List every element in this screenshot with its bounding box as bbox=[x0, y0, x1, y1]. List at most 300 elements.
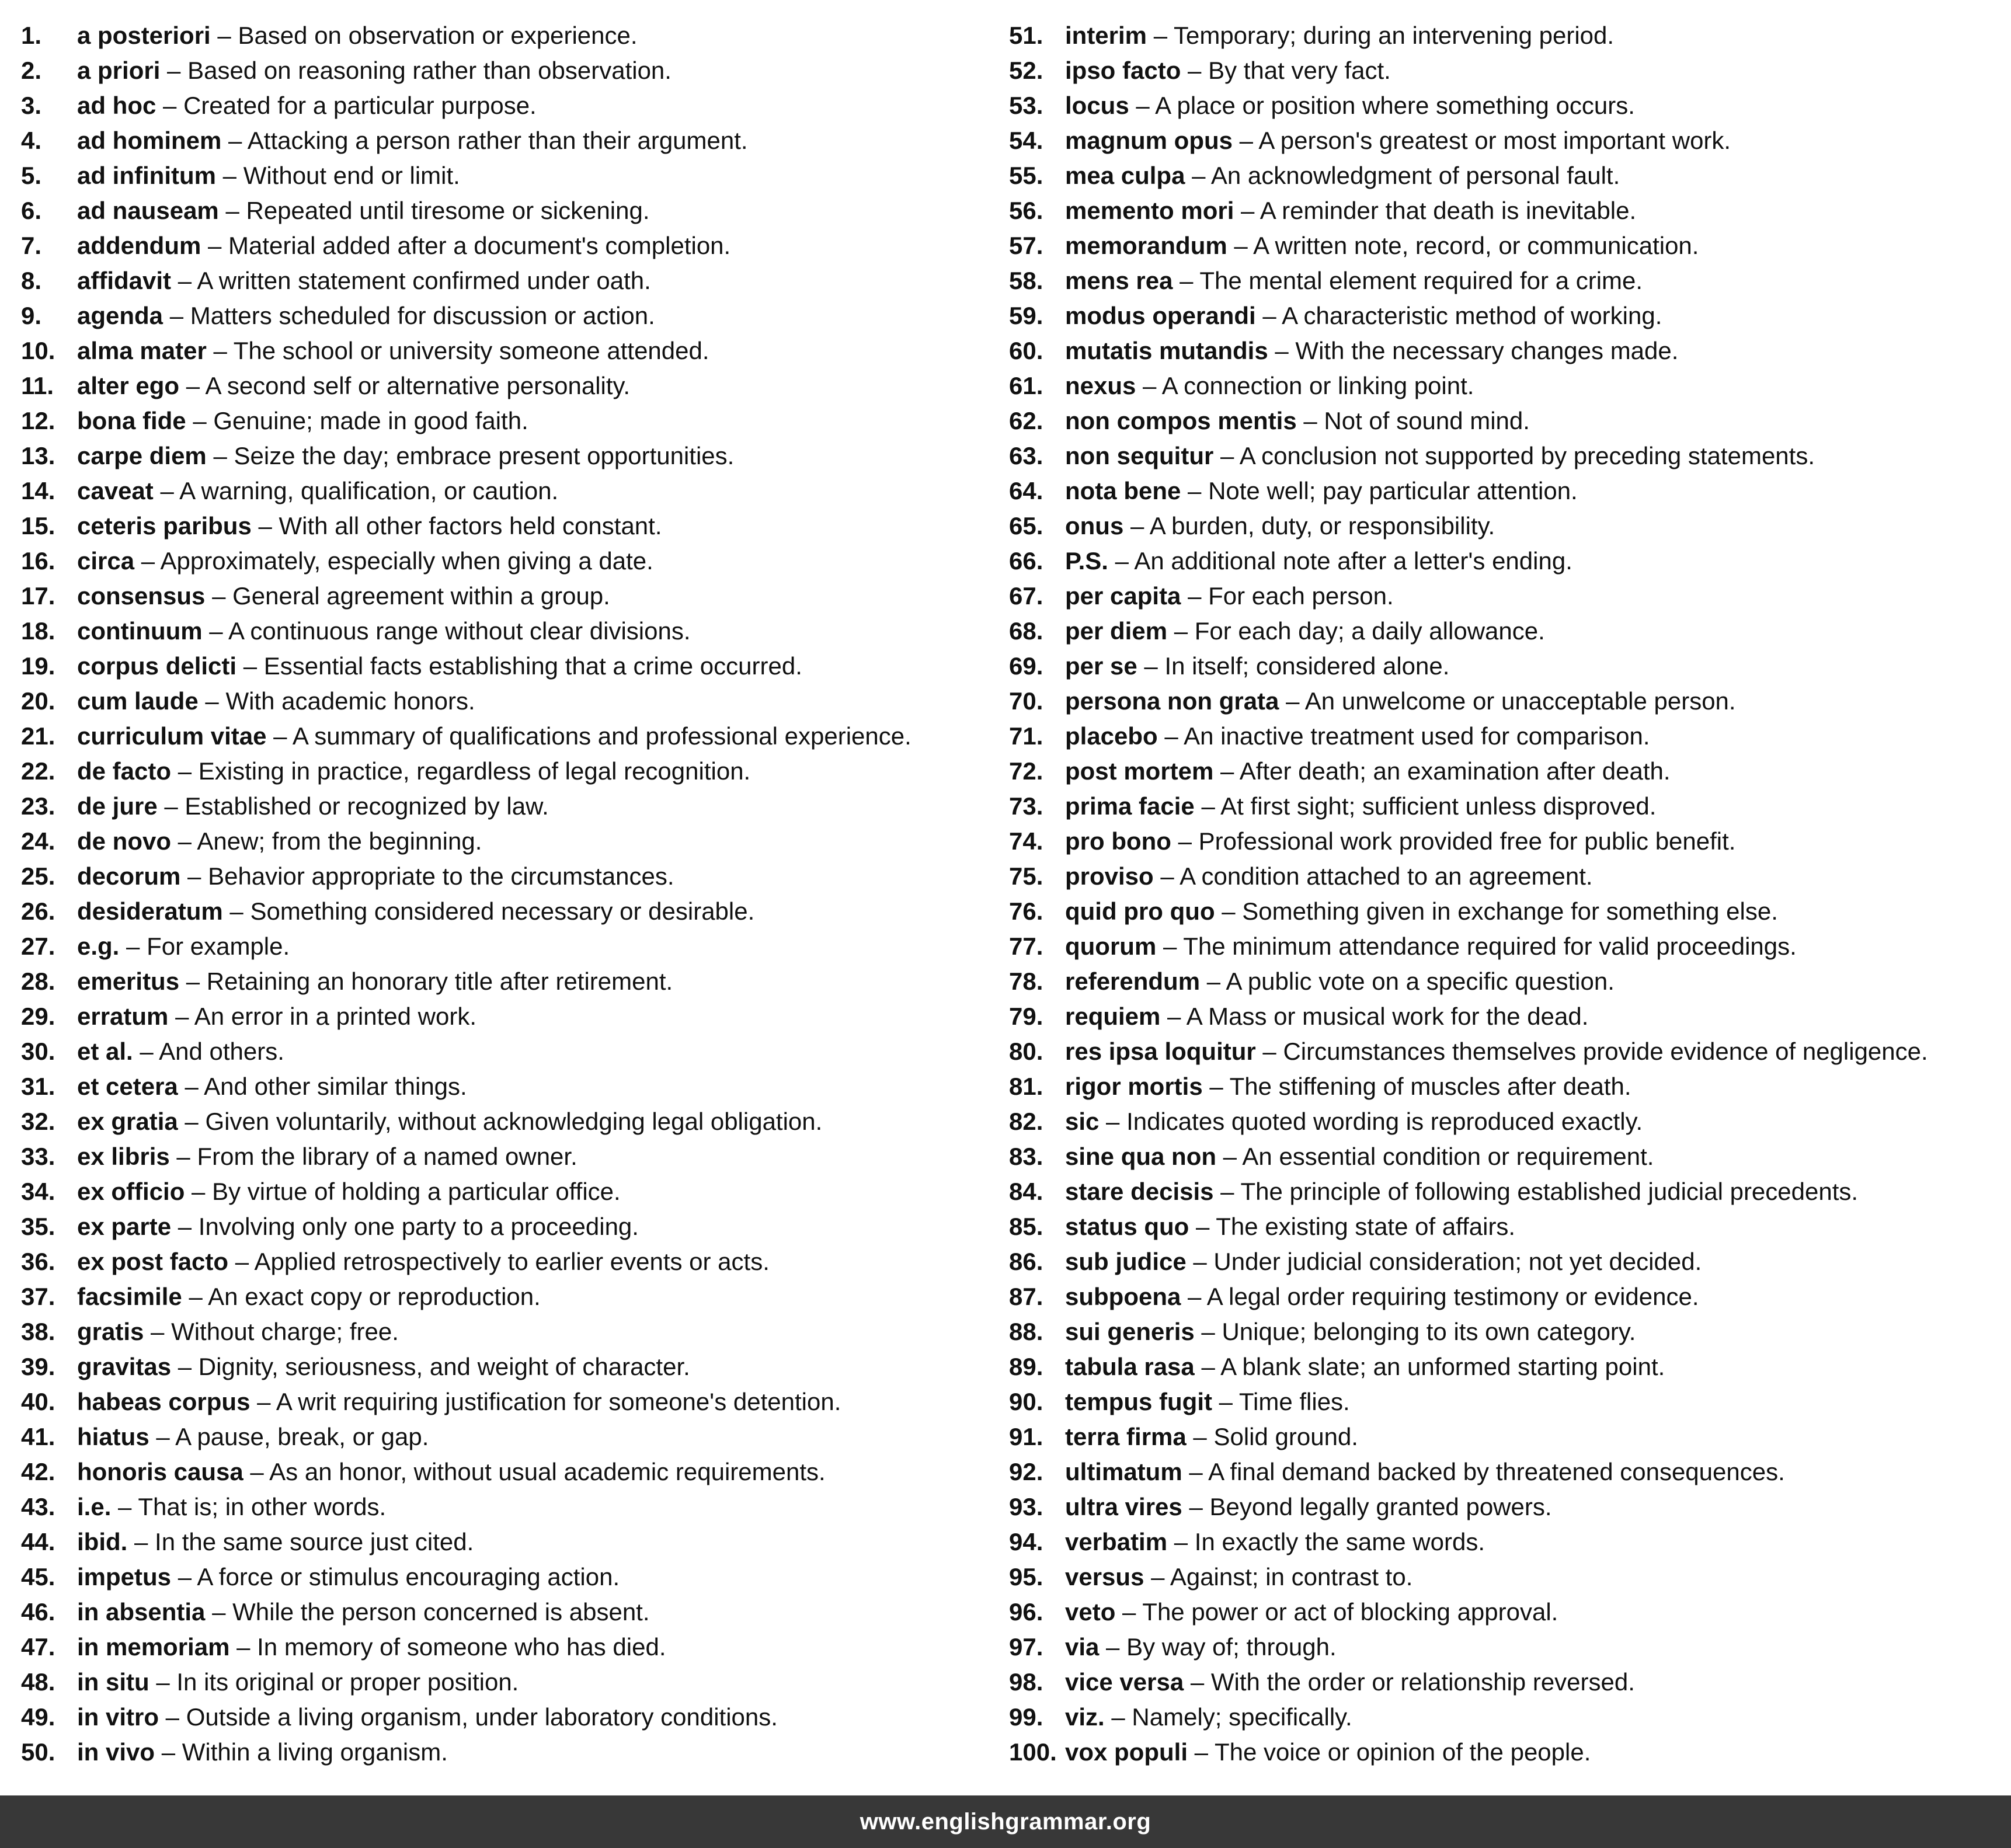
list-item bbox=[1009, 1735, 2002, 1770]
list-item bbox=[1009, 649, 2002, 684]
item-term: vice versa bbox=[1065, 1668, 1184, 1696]
item-definition: While the person concerned is absent. bbox=[232, 1598, 650, 1626]
item-separator: – bbox=[1172, 267, 1200, 294]
item-separator: – bbox=[1144, 1563, 1170, 1591]
item-term: gratis bbox=[77, 1318, 144, 1345]
list-item bbox=[1009, 999, 2002, 1034]
item-number: 48. bbox=[21, 1668, 55, 1696]
item-separator: – bbox=[1194, 792, 1221, 820]
item-definition: Based on observation or experience. bbox=[238, 22, 638, 49]
list-item bbox=[21, 719, 1002, 754]
item-number: 58. bbox=[1009, 267, 1043, 294]
item-definition: At first sight; sufficient unless disproved. bbox=[1220, 792, 1657, 820]
item-definition: Dignity, seriousness, and weight of character. bbox=[198, 1353, 690, 1380]
item-definition: By virtue of holding a particular office. bbox=[212, 1178, 621, 1205]
item-separator: – bbox=[171, 267, 197, 294]
item-separator: – bbox=[133, 1038, 159, 1065]
item-definition: A second self or alternative personality. bbox=[205, 372, 631, 399]
item-number: 40. bbox=[21, 1388, 55, 1415]
item-term: sui generis bbox=[1065, 1318, 1195, 1345]
item-definition: A writ requiring justification for someone's detention. bbox=[276, 1388, 841, 1415]
item-number: 23. bbox=[21, 792, 55, 820]
list-item bbox=[21, 1244, 1002, 1279]
list-item bbox=[1009, 1349, 2002, 1384]
item-term: ultimatum bbox=[1065, 1458, 1182, 1485]
item-separator: – bbox=[201, 232, 229, 259]
item-number: 2. bbox=[21, 57, 42, 84]
item-number: 24. bbox=[21, 827, 55, 855]
list-item bbox=[21, 1384, 1002, 1419]
item-definition: A legal order requiring testimony or evidence. bbox=[1206, 1283, 1699, 1310]
item-separator: – bbox=[206, 442, 234, 469]
item-separator: – bbox=[171, 757, 199, 785]
item-number: 73. bbox=[1009, 792, 1043, 820]
item-term: per se bbox=[1065, 652, 1137, 680]
item-definition: A warning, qualification, or caution. bbox=[179, 477, 559, 504]
item-definition: That is; in other words. bbox=[138, 1493, 387, 1520]
item-term: e.g. bbox=[77, 932, 120, 960]
item-number: 18. bbox=[21, 617, 55, 645]
item-term: gravitas bbox=[77, 1353, 172, 1380]
list-item bbox=[1009, 298, 2002, 333]
list-item bbox=[1009, 929, 2002, 964]
item-term: impetus bbox=[77, 1563, 172, 1591]
item-definition: Involving only one party to a proceeding. bbox=[198, 1213, 639, 1240]
phrase-list-column-left bbox=[21, 18, 1002, 1770]
item-term: ceteris paribus bbox=[77, 512, 252, 540]
item-definition: By that very fact. bbox=[1208, 57, 1391, 84]
item-term: persona non grata bbox=[1065, 687, 1279, 715]
item-definition: An exact copy or reproduction. bbox=[208, 1283, 541, 1310]
item-definition: Solid ground. bbox=[1213, 1423, 1358, 1450]
item-term: sine qua non bbox=[1065, 1143, 1217, 1170]
item-definition: Time flies. bbox=[1238, 1388, 1350, 1415]
item-number: 45. bbox=[21, 1563, 55, 1591]
item-separator: – bbox=[1156, 932, 1184, 960]
list-item bbox=[1009, 123, 2002, 158]
item-term: vox populi bbox=[1065, 1738, 1188, 1766]
item-number: 83. bbox=[1009, 1143, 1043, 1170]
item-term: ex libris bbox=[77, 1143, 170, 1170]
item-separator: – bbox=[1296, 407, 1324, 434]
item-number: 5. bbox=[21, 162, 42, 189]
item-definition: Seize the day; embrace present opportunities. bbox=[234, 442, 735, 469]
item-term: ibid. bbox=[77, 1528, 128, 1555]
list-item bbox=[21, 1665, 1002, 1700]
item-definition: For each day; a daily allowance. bbox=[1194, 617, 1545, 645]
item-term: mutatis mutandis bbox=[1065, 337, 1268, 364]
list-item bbox=[1009, 1560, 2002, 1595]
item-definition: A reminder that death is inevitable. bbox=[1260, 197, 1637, 224]
item-number: 91. bbox=[1009, 1423, 1043, 1450]
item-term: agenda bbox=[77, 302, 163, 329]
item-number: 57. bbox=[1009, 232, 1043, 259]
item-term: alter ego bbox=[77, 372, 180, 399]
item-term: et cetera bbox=[77, 1073, 178, 1100]
list-item bbox=[1009, 403, 2002, 438]
item-number: 16. bbox=[21, 547, 55, 575]
list-item bbox=[21, 438, 1002, 474]
item-separator: – bbox=[1227, 232, 1254, 259]
item-definition: An inactive treatment used for comparison. bbox=[1184, 722, 1650, 750]
item-term: verbatim bbox=[1065, 1528, 1168, 1555]
list-item bbox=[21, 964, 1002, 999]
list-item bbox=[21, 999, 1002, 1034]
item-definition: In the same source just cited. bbox=[155, 1528, 474, 1555]
item-number: 67. bbox=[1009, 582, 1043, 610]
item-separator: – bbox=[1268, 337, 1296, 364]
list-item bbox=[1009, 1489, 2002, 1525]
item-separator: – bbox=[202, 617, 229, 645]
item-separator: – bbox=[1213, 442, 1240, 469]
item-separator: – bbox=[205, 582, 233, 610]
item-definition: As an honor, without usual academic requirements. bbox=[269, 1458, 826, 1485]
item-definition: Something given in exchange for something else. bbox=[1242, 897, 1778, 925]
list-item bbox=[1009, 894, 2002, 929]
item-number: 98. bbox=[1009, 1668, 1043, 1696]
item-definition: A conclusion not supported by preceding statements. bbox=[1239, 442, 1815, 469]
item-number: 60. bbox=[1009, 337, 1043, 364]
phrase-list-column-right bbox=[1009, 18, 2002, 1770]
item-definition: A burden, duty, or responsibility. bbox=[1149, 512, 1495, 540]
item-definition: And others. bbox=[159, 1038, 284, 1065]
item-number: 44. bbox=[21, 1528, 55, 1555]
item-separator: – bbox=[144, 1318, 172, 1345]
item-term: continuum bbox=[77, 617, 203, 645]
item-definition: The principle of following established judicial precedents. bbox=[1240, 1178, 1859, 1205]
list-item bbox=[1009, 88, 2002, 123]
item-number: 30. bbox=[21, 1038, 55, 1065]
item-number: 75. bbox=[1009, 862, 1043, 890]
item-number: 100. bbox=[1009, 1738, 1057, 1766]
item-definition: Without charge; free. bbox=[171, 1318, 399, 1345]
item-definition: In itself; considered alone. bbox=[1164, 652, 1450, 680]
item-term: onus bbox=[1065, 512, 1124, 540]
item-term: requiem bbox=[1065, 1003, 1161, 1030]
item-definition: Based on reasoning rather than observation. bbox=[187, 57, 672, 84]
item-term: hiatus bbox=[77, 1423, 149, 1450]
item-separator: – bbox=[218, 197, 246, 224]
list-item bbox=[21, 1139, 1002, 1174]
item-definition: A continuous range without clear divisions. bbox=[228, 617, 691, 645]
item-number: 61. bbox=[1009, 372, 1043, 399]
item-separator: – bbox=[1213, 757, 1240, 785]
item-number: 19. bbox=[21, 652, 55, 680]
item-separator: – bbox=[1099, 1108, 1127, 1135]
item-number: 87. bbox=[1009, 1283, 1043, 1310]
item-definition: A final demand backed by threatened consequences. bbox=[1208, 1458, 1785, 1485]
item-term: carpe diem bbox=[77, 442, 207, 469]
item-separator: – bbox=[1181, 1283, 1207, 1310]
item-definition: With the order or relationship reversed. bbox=[1210, 1668, 1635, 1696]
item-definition: In its original or proper position. bbox=[176, 1668, 519, 1696]
item-number: 71. bbox=[1009, 722, 1043, 750]
list-item bbox=[21, 509, 1002, 544]
item-separator: – bbox=[1123, 512, 1150, 540]
item-definition: For example. bbox=[147, 932, 290, 960]
list-item bbox=[1009, 474, 2002, 509]
item-definition: Applied retrospectively to earlier events or acts. bbox=[254, 1248, 770, 1275]
list-item bbox=[1009, 368, 2002, 403]
list-item bbox=[1009, 1595, 2002, 1630]
item-term: caveat bbox=[77, 477, 154, 504]
item-number: 85. bbox=[1009, 1213, 1043, 1240]
list-item bbox=[1009, 1174, 2002, 1209]
item-separator: – bbox=[1153, 862, 1180, 890]
item-term: non sequitur bbox=[1065, 442, 1214, 469]
list-item bbox=[1009, 579, 2002, 614]
item-separator: – bbox=[1202, 1073, 1230, 1100]
item-number: 47. bbox=[21, 1633, 55, 1661]
item-separator: – bbox=[186, 407, 214, 434]
item-term: nexus bbox=[1065, 372, 1136, 399]
item-term: in memoriam bbox=[77, 1633, 230, 1661]
list-item bbox=[1009, 614, 2002, 649]
list-item bbox=[21, 894, 1002, 929]
list-item bbox=[21, 368, 1002, 403]
list-item bbox=[21, 579, 1002, 614]
list-item bbox=[1009, 1665, 2002, 1700]
item-definition: A condition attached to an agreement. bbox=[1180, 862, 1593, 890]
list-item bbox=[1009, 228, 2002, 263]
list-item bbox=[21, 1314, 1002, 1349]
list-item bbox=[21, 929, 1002, 964]
item-number: 79. bbox=[1009, 1003, 1043, 1030]
item-term: prima facie bbox=[1065, 792, 1195, 820]
item-separator: – bbox=[1115, 1598, 1143, 1626]
item-definition: An additional note after a letter's ending. bbox=[1134, 547, 1572, 575]
item-term: et al. bbox=[77, 1038, 133, 1065]
item-separator: – bbox=[221, 127, 248, 154]
item-separator: – bbox=[180, 862, 208, 890]
item-separator: – bbox=[205, 1598, 233, 1626]
item-number: 42. bbox=[21, 1458, 55, 1485]
item-term: locus bbox=[1065, 92, 1129, 119]
item-separator: – bbox=[1216, 1143, 1243, 1170]
item-term: ex gratia bbox=[77, 1108, 178, 1135]
item-number: 21. bbox=[21, 722, 55, 750]
item-separator: – bbox=[1099, 1633, 1127, 1661]
item-separator: – bbox=[1279, 687, 1305, 715]
item-separator: – bbox=[1234, 197, 1260, 224]
item-definition: Note well; pay particular attention. bbox=[1208, 477, 1578, 504]
item-number: 43. bbox=[21, 1493, 55, 1520]
item-term: a priori bbox=[77, 57, 161, 84]
item-number: 54. bbox=[1009, 127, 1043, 154]
item-definition: An essential condition or requirement. bbox=[1242, 1143, 1654, 1170]
item-term: subpoena bbox=[1065, 1283, 1181, 1310]
list-item bbox=[1009, 1454, 2002, 1489]
item-separator: – bbox=[1185, 162, 1211, 189]
list-item bbox=[1009, 193, 2002, 228]
item-number: 84. bbox=[1009, 1178, 1043, 1205]
list-item bbox=[21, 684, 1002, 719]
item-separator: – bbox=[1233, 127, 1259, 154]
item-number: 76. bbox=[1009, 897, 1043, 925]
item-number: 74. bbox=[1009, 827, 1043, 855]
item-separator: – bbox=[251, 512, 279, 540]
item-number: 37. bbox=[21, 1283, 55, 1310]
list-item bbox=[1009, 1244, 2002, 1279]
item-definition: The school or university someone attended. bbox=[233, 337, 709, 364]
item-definition: Matters scheduled for discussion or action. bbox=[190, 302, 655, 329]
footer-url[interactable]: www.englishgrammar.org bbox=[860, 1808, 1151, 1835]
list-item bbox=[21, 859, 1002, 894]
item-number: 82. bbox=[1009, 1108, 1043, 1135]
footer-bar bbox=[0, 1795, 2011, 1848]
item-separator: – bbox=[127, 1528, 155, 1555]
item-definition: From the library of a named owner. bbox=[197, 1143, 577, 1170]
item-definition: A blank slate; an unformed starting point. bbox=[1220, 1353, 1665, 1380]
item-definition: A Mass or musical work for the dead. bbox=[1186, 1003, 1589, 1030]
item-number: 6. bbox=[21, 197, 42, 224]
item-term: memorandum bbox=[1065, 232, 1227, 259]
item-number: 66. bbox=[1009, 547, 1043, 575]
item-separator: – bbox=[149, 1668, 177, 1696]
list-item bbox=[1009, 684, 2002, 719]
item-number: 52. bbox=[1009, 57, 1043, 84]
list-item bbox=[1009, 1700, 2002, 1735]
item-number: 22. bbox=[21, 757, 55, 785]
item-number: 7. bbox=[21, 232, 42, 259]
item-separator: – bbox=[1181, 477, 1209, 504]
item-term: status quo bbox=[1065, 1213, 1189, 1240]
item-number: 80. bbox=[1009, 1038, 1043, 1065]
item-separator: – bbox=[243, 1458, 270, 1485]
item-number: 3. bbox=[21, 92, 42, 119]
item-term: quid pro quo bbox=[1065, 897, 1215, 925]
item-term: ex parte bbox=[77, 1213, 172, 1240]
item-number: 81. bbox=[1009, 1073, 1043, 1100]
item-separator: – bbox=[1213, 1178, 1241, 1205]
item-separator: – bbox=[1167, 1528, 1195, 1555]
item-definition: Behavior appropriate to the circumstances. bbox=[208, 862, 674, 890]
item-number: 34. bbox=[21, 1178, 55, 1205]
list-item bbox=[1009, 158, 2002, 193]
list-item bbox=[21, 158, 1002, 193]
item-separator: – bbox=[1171, 827, 1199, 855]
item-number: 31. bbox=[21, 1073, 55, 1100]
item-term: per diem bbox=[1065, 617, 1168, 645]
item-term: modus operandi bbox=[1065, 302, 1256, 329]
item-term: placebo bbox=[1065, 722, 1158, 750]
item-definition: Beyond legally granted powers. bbox=[1209, 1493, 1552, 1520]
item-term: circa bbox=[77, 547, 135, 575]
item-term: corpus delicti bbox=[77, 652, 237, 680]
item-definition: Anew; from the beginning. bbox=[197, 827, 482, 855]
item-number: 46. bbox=[21, 1598, 55, 1626]
list-item bbox=[21, 53, 1002, 88]
item-separator: – bbox=[1181, 57, 1209, 84]
item-term: res ipsa loquitur bbox=[1065, 1038, 1256, 1065]
item-separator: – bbox=[266, 722, 293, 750]
item-number: 13. bbox=[21, 442, 55, 469]
item-term: P.S. bbox=[1065, 547, 1108, 575]
item-number: 1. bbox=[21, 22, 42, 49]
item-definition: The stiffening of muscles after death. bbox=[1229, 1073, 1631, 1100]
list-item bbox=[21, 193, 1002, 228]
item-separator: – bbox=[1137, 652, 1165, 680]
item-term: versus bbox=[1065, 1563, 1144, 1591]
item-term: pro bono bbox=[1065, 827, 1171, 855]
item-term: in vitro bbox=[77, 1703, 159, 1731]
item-definition: A public vote on a specific question. bbox=[1226, 967, 1615, 995]
item-term: magnum opus bbox=[1065, 127, 1233, 154]
item-definition: By way of; through. bbox=[1126, 1633, 1337, 1661]
list-item bbox=[21, 1174, 1002, 1209]
item-term: ad hominem bbox=[77, 127, 222, 154]
list-item bbox=[21, 649, 1002, 684]
item-number: 99. bbox=[1009, 1703, 1043, 1731]
item-definition: The minimum attendance required for valid proceedings. bbox=[1183, 932, 1797, 960]
list-item bbox=[1009, 964, 2002, 999]
item-definition: A place or position where something occurs. bbox=[1155, 92, 1635, 119]
item-number: 78. bbox=[1009, 967, 1043, 995]
item-definition: The mental element required for a crime. bbox=[1199, 267, 1643, 294]
item-separator: – bbox=[1255, 302, 1282, 329]
item-term: memento mori bbox=[1065, 197, 1234, 224]
item-term: in absentia bbox=[77, 1598, 206, 1626]
item-term: cum laude bbox=[77, 687, 199, 715]
item-term: non compos mentis bbox=[1065, 407, 1297, 434]
item-number: 69. bbox=[1009, 652, 1043, 680]
item-number: 56. bbox=[1009, 197, 1043, 224]
item-term: ad infinitum bbox=[77, 162, 216, 189]
item-definition: Outside a living organism, under laboratory conditions. bbox=[186, 1703, 778, 1731]
item-definition: Existing in practice, regardless of legal recognition. bbox=[198, 757, 751, 785]
item-definition: Attacking a person rather than their argument. bbox=[247, 127, 748, 154]
item-separator: – bbox=[155, 1738, 182, 1766]
item-number: 36. bbox=[21, 1248, 55, 1275]
item-term: desideratum bbox=[77, 897, 223, 925]
item-separator: – bbox=[1182, 1493, 1210, 1520]
item-number: 11. bbox=[21, 372, 54, 399]
item-separator: – bbox=[198, 687, 226, 715]
item-definition: Temporary; during an intervening period. bbox=[1173, 22, 1615, 49]
list-item bbox=[1009, 754, 2002, 789]
list-item bbox=[1009, 1630, 2002, 1665]
item-number: 70. bbox=[1009, 687, 1043, 715]
item-separator: – bbox=[171, 827, 197, 855]
item-separator: – bbox=[1188, 1738, 1215, 1766]
item-number: 35. bbox=[21, 1213, 55, 1240]
item-term: in situ bbox=[77, 1668, 149, 1696]
item-separator: – bbox=[171, 1213, 199, 1240]
item-number: 93. bbox=[1009, 1493, 1043, 1520]
item-separator: – bbox=[171, 1353, 199, 1380]
item-definition: In exactly the same words. bbox=[1194, 1528, 1485, 1555]
item-separator: – bbox=[1186, 1423, 1214, 1450]
item-separator: – bbox=[159, 1703, 186, 1731]
item-number: 15. bbox=[21, 512, 55, 540]
item-separator: – bbox=[1136, 372, 1162, 399]
item-term: post mortem bbox=[1065, 757, 1214, 785]
item-separator: – bbox=[1215, 897, 1243, 925]
item-definition: Essential facts establishing that a crime occurred. bbox=[263, 652, 802, 680]
item-term: sic bbox=[1065, 1108, 1100, 1135]
item-number: 90. bbox=[1009, 1388, 1043, 1415]
list-item bbox=[21, 403, 1002, 438]
item-separator: – bbox=[111, 1493, 138, 1520]
list-item bbox=[21, 1700, 1002, 1735]
item-number: 4. bbox=[21, 127, 42, 154]
item-separator: – bbox=[222, 897, 250, 925]
list-item bbox=[21, 1419, 1002, 1454]
item-definition: Genuine; made in good faith. bbox=[213, 407, 528, 434]
item-number: 25. bbox=[21, 862, 55, 890]
item-definition: A force or stimulus encouraging action. bbox=[197, 1563, 620, 1591]
list-item bbox=[1009, 1104, 2002, 1139]
